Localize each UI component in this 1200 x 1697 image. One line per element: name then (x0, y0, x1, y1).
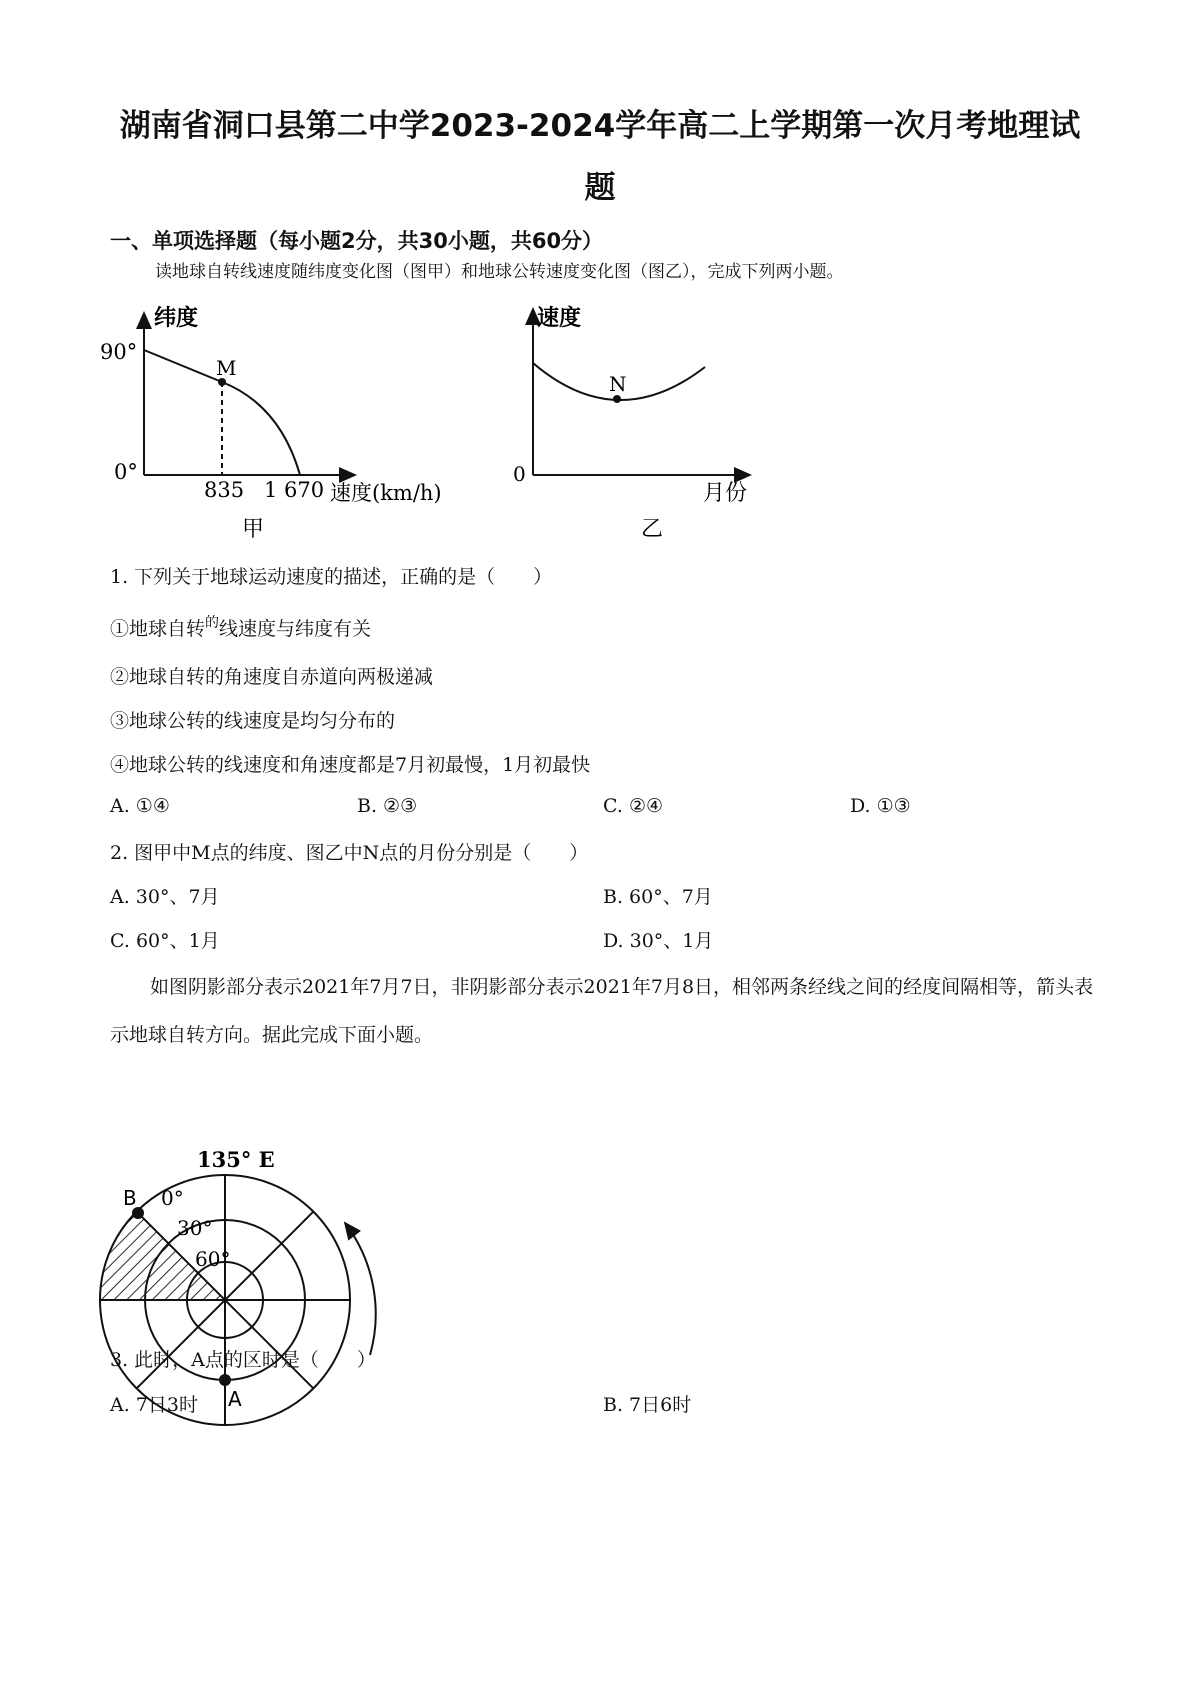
q3-option-a[interactable]: A. 7日3时 (110, 1394, 198, 1416)
jia-x-label: 速度(km/h) (330, 481, 442, 505)
yi-y-label: 速度 (537, 305, 582, 331)
q2-stem: 2. 图甲中M点的纬度、图乙中N点的月份分别是（ ） (110, 842, 589, 864)
polar-label-30: 30° (177, 1216, 213, 1240)
jia-y-label: 纬度 (154, 305, 199, 331)
intro-paragraph-1: 读地球自转线速度随纬度变化图（图甲）和地球公转速度变化图（图乙），完成下列两小题。 (155, 262, 844, 282)
polar-label-a: A (228, 1387, 242, 1411)
q2-option-d[interactable]: D. 30°、1月 (603, 930, 714, 952)
yi-point-label: N (609, 372, 627, 396)
intro-paragraph-2: 如图阴影部分表示2021年7月7日，非阴影部分表示2021年7月8日，相邻两条经线之间的经度间隔相等，箭头表示地球自转方向。据此完成下面小题。 (110, 976, 1094, 1046)
q1-option-c[interactable]: C. ②④ (603, 795, 664, 817)
q1-stem: 1. 下列关于地球运动速度的描述，正确的是（ ） (110, 566, 553, 588)
q1-statement-4: ④地球公转的线速度和角速度都是7月初最慢，1月初最快 (110, 754, 591, 776)
q1-statement-2: ②地球自转的角速度自赤道向两极递减 (110, 666, 434, 688)
yi-caption: 乙 (641, 517, 664, 542)
q1-s1-part-a: ①地球自转 (110, 618, 206, 640)
q1-statement-1 (110, 612, 371, 641)
q3-stem: 3. 此时，A点的区时是（ ） (110, 1349, 376, 1371)
q1-option-b[interactable]: B. ②③ (357, 795, 418, 817)
jia-caption: 甲 (242, 517, 265, 542)
jia-y-top: 90° (100, 340, 138, 364)
jia-x-tick-1: 835 (204, 478, 245, 502)
polar-label-135e: 135° E (197, 1147, 275, 1172)
title-line-2: 题 (584, 170, 616, 206)
q2-option-b[interactable]: B. 60°、7月 (603, 886, 713, 908)
q3-option-b[interactable]: B. 7日6时 (603, 1394, 692, 1416)
polar-label-60: 60° (195, 1247, 231, 1271)
yi-point-n (613, 395, 621, 403)
q1-s1-part-b: 线速度与纬度有关 (219, 618, 372, 640)
jia-origin: 0° (114, 460, 138, 484)
q1-s1-sup: 的 (205, 615, 220, 631)
q2-option-a[interactable]: A. 30°、7月 (110, 886, 220, 908)
yi-x-label: 月份 (703, 481, 748, 506)
title-line-1: 湖南省洞口县第二中学2023-2024学年高二上学期第一次月考地理试 (119, 108, 1081, 144)
document-title (100, 95, 1100, 219)
yi-origin: 0 (513, 462, 526, 486)
polar-label-b: B (123, 1186, 137, 1210)
q2-option-c[interactable]: C. 60°、1月 (110, 930, 220, 952)
q1-statement-3: ③地球公转的线速度是均匀分布的 (110, 710, 396, 732)
figure-yi (505, 295, 825, 595)
polar-point-a (219, 1374, 231, 1386)
q1-option-d[interactable]: D. ①③ (850, 795, 911, 817)
figure-jia (100, 295, 500, 595)
polar-label-0: 0° (161, 1186, 184, 1210)
q1-option-a[interactable]: A. ①④ (110, 795, 170, 817)
jia-point-label: M (216, 356, 237, 380)
jia-x-tick-2: 1 670 (264, 478, 325, 502)
section-heading: 一、单项选择题（每小题2分，共30小题，共60分） (110, 229, 604, 253)
